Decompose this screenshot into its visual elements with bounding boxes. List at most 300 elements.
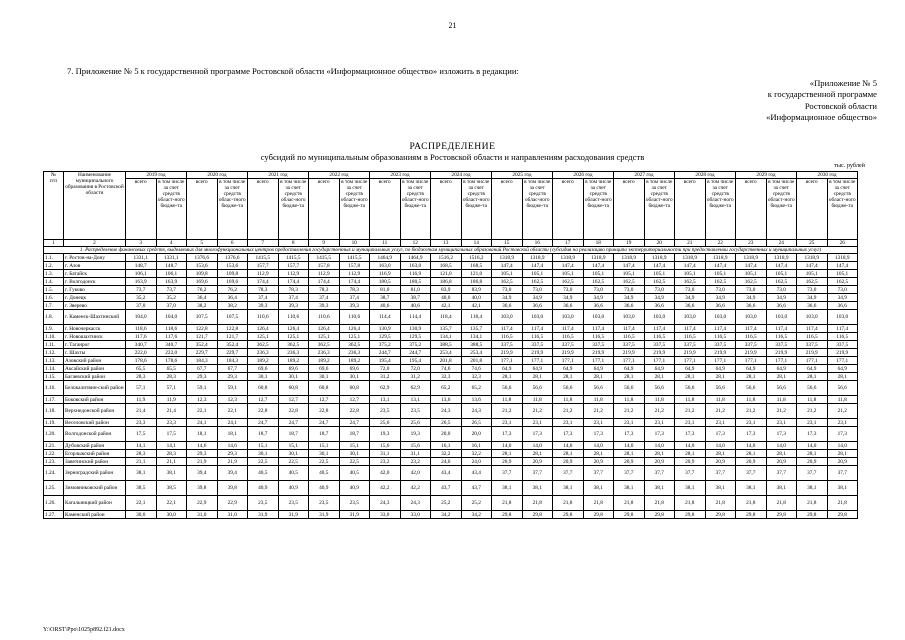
amount-cell: 28,1 (705, 450, 736, 458)
appendix-line: «Информационное общество» (766, 111, 877, 122)
amount-cell: 38,1 (614, 481, 645, 496)
amount-cell: 106,1 (156, 270, 187, 278)
amount-cell: 117,4 (766, 325, 797, 333)
amount-cell: 17,3 (644, 427, 675, 442)
amount-cell: 103,0 (675, 310, 706, 325)
table-row (44, 466, 858, 481)
table-row (44, 270, 858, 278)
amount-cell: 21,2 (492, 404, 523, 419)
amount-cell: 69,6 (278, 365, 309, 373)
amount-cell: 37,7 (705, 466, 736, 481)
amount-cell: 117,4 (583, 325, 614, 333)
amount-cell: 1331,1 (126, 254, 157, 262)
amount-cell: 23,2 (370, 458, 401, 466)
amount-cell: 195,4 (370, 357, 401, 365)
amount-cell: 30,1 (248, 450, 279, 458)
amount-cell: 37,4 (309, 294, 340, 302)
amount-cell: 14,0 (614, 442, 645, 450)
amount-cell: 76,2 (217, 286, 248, 294)
amount-cell: 38,7 (370, 294, 401, 302)
amount-cell: 21,8 (583, 496, 614, 511)
amount-cell: 22,8 (339, 404, 370, 419)
amount-cell: 1376,6 (187, 254, 218, 262)
subheader-regional: в том числе за счет средств област-ного бюдже-та (461, 179, 492, 240)
amount-cell: 73,0 (522, 286, 553, 294)
amount-cell: 219,9 (522, 349, 553, 357)
amount-cell: 1415,5 (248, 254, 279, 262)
amount-cell: 337,5 (522, 341, 553, 349)
amount-cell: 177,1 (614, 357, 645, 365)
municipality-name: Боковский район (64, 396, 126, 404)
amount-cell: 21,2 (797, 404, 828, 419)
amount-cell: 64,9 (583, 365, 614, 373)
amount-cell: 229,7 (187, 349, 218, 357)
amount-cell: 23,3 (156, 419, 187, 427)
amount-cell: 21,2 (827, 404, 858, 419)
amount-cell: 169,6 (187, 278, 218, 286)
amount-cell: 72,0 (370, 365, 401, 373)
amount-cell: 21,8 (705, 496, 736, 511)
amount-cell: 40,5 (248, 466, 279, 481)
amount-cell: 28,1 (583, 373, 614, 381)
column-number: 9 (309, 240, 340, 247)
distribution-table (43, 171, 858, 519)
amount-cell: 28,1 (736, 373, 767, 381)
amount-cell: 219,9 (614, 349, 645, 357)
amount-cell: 12,7 (339, 396, 370, 404)
amount-cell: 13,1 (370, 396, 401, 404)
amount-cell: 43,4 (461, 466, 492, 481)
amount-cell: 20,9 (614, 458, 645, 466)
amount-cell: 18,7 (248, 427, 279, 442)
amount-cell: 73,0 (705, 286, 736, 294)
amount-cell: 163,9 (126, 278, 157, 286)
amount-cell: 24,1 (217, 419, 248, 427)
row-number: 1.23. (44, 458, 64, 466)
amount-cell: 81,0 (370, 286, 401, 294)
table-row (44, 333, 858, 341)
amount-cell: 14,1 (126, 442, 157, 450)
amount-cell: 24,7 (278, 419, 309, 427)
amount-cell: 103,0 (492, 310, 523, 325)
amount-cell: 337,5 (583, 341, 614, 349)
amount-cell: 14,0 (705, 442, 736, 450)
amount-cell: 29,8 (644, 511, 675, 519)
amount-cell: 12,7 (278, 396, 309, 404)
amount-cell: 118,6 (156, 325, 187, 333)
amount-cell: 116,5 (705, 333, 736, 341)
amount-cell: 174,4 (309, 278, 340, 286)
amount-cell: 19,3 (370, 427, 401, 442)
amount-cell: 29,3 (217, 450, 248, 458)
amount-cell: 39,8 (217, 481, 248, 496)
amount-cell: 219,9 (827, 349, 858, 357)
column-number: 5 (187, 240, 218, 247)
amount-cell: 28,1 (705, 373, 736, 381)
amount-cell: 22,5 (339, 458, 370, 466)
amount-cell: 39,3 (278, 302, 309, 310)
amount-cell: 20,9 (583, 458, 614, 466)
amount-cell: 67,7 (187, 365, 218, 373)
row-number: 1.21. (44, 442, 64, 450)
amount-cell: 64,9 (644, 365, 675, 373)
amount-cell: 14,1 (156, 442, 187, 450)
amount-cell: 177,1 (583, 357, 614, 365)
table-row (44, 349, 858, 357)
amount-cell: 222,0 (156, 349, 187, 357)
amount-cell: 31,2 (400, 373, 431, 381)
amount-cell: 23,1 (705, 419, 736, 427)
amount-cell: 174,4 (278, 278, 309, 286)
amount-cell: 28,1 (644, 450, 675, 458)
amount-cell: 78,3 (248, 286, 279, 294)
amount-cell: 38,7 (400, 294, 431, 302)
amount-cell: 117,4 (827, 325, 858, 333)
amount-cell: 37,7 (553, 466, 584, 481)
amount-cell: 340,7 (126, 341, 157, 349)
amount-cell: 36,6 (797, 302, 828, 310)
amount-cell: 23,1 (614, 419, 645, 427)
amount-cell: 11,8 (522, 396, 553, 404)
amount-cell: 83,9 (461, 286, 492, 294)
municipality-name: г. Волгодонск (64, 278, 126, 286)
amount-cell: 22,1 (126, 496, 157, 511)
subheader-total: всего (309, 179, 340, 240)
amount-cell: 21,2 (705, 404, 736, 419)
amount-cell: 104,0 (126, 310, 157, 325)
amount-cell: 28,1 (553, 373, 584, 381)
subheader-regional: в том числе за счет средств област-ного бюдже-та (644, 179, 675, 240)
amount-cell: 30,1 (339, 450, 370, 458)
amount-cell: 177,1 (644, 357, 675, 365)
file-path-footer: Y:\ORST\Ppo\1025p892.f21.docx (43, 627, 125, 633)
amount-cell: 40,5 (339, 466, 370, 481)
amount-cell: 180,5 (370, 278, 401, 286)
amount-cell: 29,3 (187, 373, 218, 381)
amount-cell: 1318,9 (614, 254, 645, 262)
amount-cell: 22,9 (187, 496, 218, 511)
amount-cell: 222,0 (126, 349, 157, 357)
amount-cell: 177,1 (766, 357, 797, 365)
amount-cell: 34,9 (583, 294, 614, 302)
amount-cell: 105,1 (705, 270, 736, 278)
amount-cell: 28,1 (736, 450, 767, 458)
amount-cell: 103,0 (705, 310, 736, 325)
amount-cell: 110,6 (278, 310, 309, 325)
amount-cell: 56,6 (553, 381, 584, 396)
amount-cell: 103,0 (644, 310, 675, 325)
amount-cell: 23,3 (126, 419, 157, 427)
municipality-name: Веселовский район (64, 419, 126, 427)
amount-cell: 148,7 (126, 262, 157, 270)
subheader-regional: в том числе за счет средств област-ного бюдже-та (827, 179, 858, 240)
amount-cell: 110,6 (248, 310, 279, 325)
amount-cell: 1318,9 (827, 254, 858, 262)
amount-cell: 105,1 (583, 270, 614, 278)
year-header: 2025 год (492, 172, 553, 179)
amount-cell: 147,4 (675, 262, 706, 270)
amount-cell: 253,4 (461, 349, 492, 357)
amount-cell: 17,3 (675, 427, 706, 442)
amount-cell: 21,2 (766, 404, 797, 419)
amount-cell: 105,1 (797, 270, 828, 278)
column-number: 18 (583, 240, 614, 247)
amount-cell: 126,4 (248, 325, 279, 333)
table-row (44, 294, 858, 302)
amount-cell: 20,9 (522, 458, 553, 466)
municipality-name: Аксайский район (64, 365, 126, 373)
amount-cell: 56,6 (705, 381, 736, 396)
amount-cell: 39,8 (187, 481, 218, 496)
column-number: 26 (827, 240, 858, 247)
amount-cell: 56,6 (492, 381, 523, 396)
amount-cell: 169,6 (217, 278, 248, 286)
amount-cell: 117,4 (644, 325, 675, 333)
document-subtitle: субсидий по муниципальным образованиям в Ростовской области и направлениям расходования средств (260, 152, 645, 162)
amount-cell: 21,2 (583, 404, 614, 419)
year-header: 2026 год (553, 172, 614, 179)
amount-cell: 64,9 (614, 365, 645, 373)
amount-cell: 337,5 (675, 341, 706, 349)
amount-cell: 1415,5 (309, 254, 340, 262)
amount-cell: 23,5 (370, 404, 401, 419)
amount-cell: 177,1 (522, 357, 553, 365)
amount-cell: 20,9 (827, 458, 858, 466)
row-number: 1.16. (44, 381, 64, 396)
amount-cell: 40,0 (431, 294, 462, 302)
amount-cell: 28,1 (492, 450, 523, 458)
row-number: 1.27. (44, 511, 64, 519)
amount-cell: 147,4 (522, 262, 553, 270)
amount-cell: 11,8 (797, 396, 828, 404)
amount-cell: 28,1 (827, 373, 858, 381)
amount-cell: 64,9 (766, 365, 797, 373)
amount-cell: 40,9 (309, 481, 340, 496)
table-row (44, 458, 858, 466)
amount-cell: 109,8 (187, 270, 218, 278)
amount-cell: 37,7 (583, 466, 614, 481)
amount-cell: 56,6 (736, 381, 767, 396)
amount-cell: 69,6 (309, 365, 340, 373)
amount-cell: 67,7 (217, 365, 248, 373)
amount-cell: 37,4 (248, 294, 279, 302)
amount-cell: 29,8 (827, 511, 858, 519)
amount-cell: 219,9 (797, 349, 828, 357)
amount-cell: 28,3 (126, 373, 157, 381)
amount-cell: 31,9 (278, 511, 309, 519)
amount-cell: 62,9 (370, 381, 401, 396)
subheader-regional: в том числе за счет средств облас-тного бюдже-та (217, 179, 248, 240)
amount-cell: 11,9 (126, 396, 157, 404)
municipality-name: г. Новочеркасск (64, 325, 126, 333)
table-row (44, 427, 858, 442)
amount-cell: 17,3 (553, 427, 584, 442)
amount-cell: 25,2 (431, 496, 462, 511)
amount-cell: 34,2 (431, 511, 462, 519)
amount-cell: 17,3 (827, 427, 858, 442)
amount-cell: 105,1 (766, 270, 797, 278)
subheader-regional: в том числе за счет средств област-ного бюдже-та (766, 179, 797, 240)
amount-cell: 31,9 (309, 511, 340, 519)
municipality-name: Верхнедонской район (64, 404, 126, 419)
amount-cell: 21,1 (156, 458, 187, 466)
amount-cell: 24,7 (309, 419, 340, 427)
amount-cell: 117,4 (553, 325, 584, 333)
amount-cell: 177,1 (797, 357, 828, 365)
amount-cell: 121,7 (217, 333, 248, 341)
amount-cell: 236,3 (339, 349, 370, 357)
amount-cell: 28,3 (156, 450, 187, 458)
amount-cell: 337,5 (827, 341, 858, 349)
amount-cell: 21,4 (156, 404, 187, 419)
amount-cell: 105,1 (522, 270, 553, 278)
amount-cell: 14,0 (827, 442, 858, 450)
amount-cell: 177,1 (492, 357, 523, 365)
amount-cell: 34,9 (614, 294, 645, 302)
amount-cell: 116,5 (522, 333, 553, 341)
table-row (44, 419, 858, 427)
amount-cell: 15,1 (309, 442, 340, 450)
amount-cell: 29,8 (705, 511, 736, 519)
amount-cell: 38,1 (675, 481, 706, 496)
amount-cell: 26,5 (461, 419, 492, 427)
amount-cell: 103,0 (522, 310, 553, 325)
amount-cell: 14,6 (217, 442, 248, 450)
amount-cell: 153,6 (187, 262, 218, 270)
amount-cell: 29,3 (187, 450, 218, 458)
amount-cell: 22,1 (217, 404, 248, 419)
amount-cell: 162,5 (736, 278, 767, 286)
amount-cell: 22,8 (309, 404, 340, 419)
amount-cell: 34,9 (797, 294, 828, 302)
municipality-name: Белокалитвин-ский район (64, 381, 126, 396)
amount-cell: 337,5 (766, 341, 797, 349)
amount-cell: 30,0 (126, 511, 157, 519)
amount-cell: 157,7 (278, 262, 309, 270)
amount-cell: 64,9 (492, 365, 523, 373)
amount-cell: 352,4 (187, 341, 218, 349)
amount-cell: 65,2 (461, 381, 492, 396)
amount-cell: 219,9 (675, 349, 706, 357)
row-number: 1.8. (44, 310, 64, 325)
amount-cell: 117,6 (126, 333, 157, 341)
table-row (44, 325, 858, 333)
table-row (44, 450, 858, 458)
amount-cell: 17,3 (614, 427, 645, 442)
amount-cell: 29,8 (583, 511, 614, 519)
amount-cell: 28,1 (675, 373, 706, 381)
amount-cell: 32,2 (431, 450, 462, 458)
amount-cell: 253,4 (431, 349, 462, 357)
amount-cell: 30,1 (248, 373, 279, 381)
amount-cell: 1318,9 (553, 254, 584, 262)
amount-cell: 1516,2 (431, 254, 462, 262)
amount-cell: 162,5 (553, 278, 584, 286)
subheader-total: всего (431, 179, 462, 240)
amount-cell: 24,3 (431, 404, 462, 419)
amount-cell: 29,8 (797, 511, 828, 519)
amount-cell: 22,9 (217, 496, 248, 511)
amount-cell: 244,7 (400, 349, 431, 357)
year-header: 2021 год (248, 172, 309, 179)
amount-cell: 22,5 (309, 458, 340, 466)
amount-cell: 73,0 (492, 286, 523, 294)
amount-cell: 116,5 (553, 333, 584, 341)
amount-cell: 17,5 (126, 427, 157, 442)
amount-cell: 56,6 (522, 381, 553, 396)
amount-cell: 28,1 (614, 373, 645, 381)
amount-cell: 78,3 (339, 286, 370, 294)
appendix-heading (657, 78, 877, 123)
amount-cell: 162,5 (827, 278, 858, 286)
amount-cell: 15,6 (370, 442, 401, 450)
amount-cell: 118,4 (431, 310, 462, 325)
amount-cell: 162,5 (705, 278, 736, 286)
amount-cell: 147,4 (644, 262, 675, 270)
amount-cell: 37,7 (766, 466, 797, 481)
amount-cell: 31,0 (217, 511, 248, 519)
amount-cell: 147,4 (492, 262, 523, 270)
amount-cell: 38,1 (522, 481, 553, 496)
table-row (44, 286, 858, 294)
amount-cell: 103,0 (583, 310, 614, 325)
amount-cell: 219,9 (766, 349, 797, 357)
amount-cell: 117,4 (736, 325, 767, 333)
amount-cell: 1516,2 (461, 254, 492, 262)
amount-cell: 60,8 (339, 381, 370, 396)
amount-cell: 40,0 (461, 294, 492, 302)
amount-cell: 37,0 (156, 302, 187, 310)
table-row (44, 442, 858, 450)
amount-cell: 56,6 (644, 381, 675, 396)
year-header: 2028 год (675, 172, 736, 179)
amount-cell: 78,3 (278, 286, 309, 294)
amount-cell: 30,0 (156, 511, 187, 519)
amount-cell: 352,4 (217, 341, 248, 349)
amount-cell: 23,1 (827, 419, 858, 427)
subheader-regional: в том числе за счет средств облас-ного бюдже-та (278, 179, 309, 240)
amount-cell: 30,1 (309, 373, 340, 381)
amount-cell: 65,5 (126, 365, 157, 373)
amount-cell: 163,9 (156, 278, 187, 286)
amount-cell: 177,1 (736, 357, 767, 365)
amount-cell: 147,4 (736, 262, 767, 270)
amount-cell: 18,1 (217, 427, 248, 442)
amount-cell: 29,8 (614, 511, 645, 519)
municipality-name: г. Каменск-Шахтинский (64, 310, 126, 325)
amount-cell: 388,5 (431, 341, 462, 349)
amount-cell: 38,1 (156, 466, 187, 481)
amount-cell: 36,6 (827, 302, 858, 310)
amount-cell: 121,0 (461, 270, 492, 278)
amount-cell: 337,5 (553, 341, 584, 349)
amount-cell: 18,7 (278, 427, 309, 442)
amount-cell: 31,9 (339, 511, 370, 519)
amount-cell: 147,4 (827, 262, 858, 270)
amount-cell: 116,5 (797, 333, 828, 341)
amount-cell: 148,7 (156, 262, 187, 270)
amount-cell: 60,8 (309, 381, 340, 396)
amount-cell: 42,2 (370, 481, 401, 496)
amount-cell: 103,0 (614, 310, 645, 325)
municipality-name: Азовский район (64, 357, 126, 365)
amount-cell: 118,4 (461, 310, 492, 325)
amount-cell: 163,0 (370, 262, 401, 270)
amount-cell: 69,6 (248, 365, 279, 373)
amount-cell: 195,4 (400, 357, 431, 365)
amount-cell: 39,4 (187, 466, 218, 481)
column-number: 8 (278, 240, 309, 247)
